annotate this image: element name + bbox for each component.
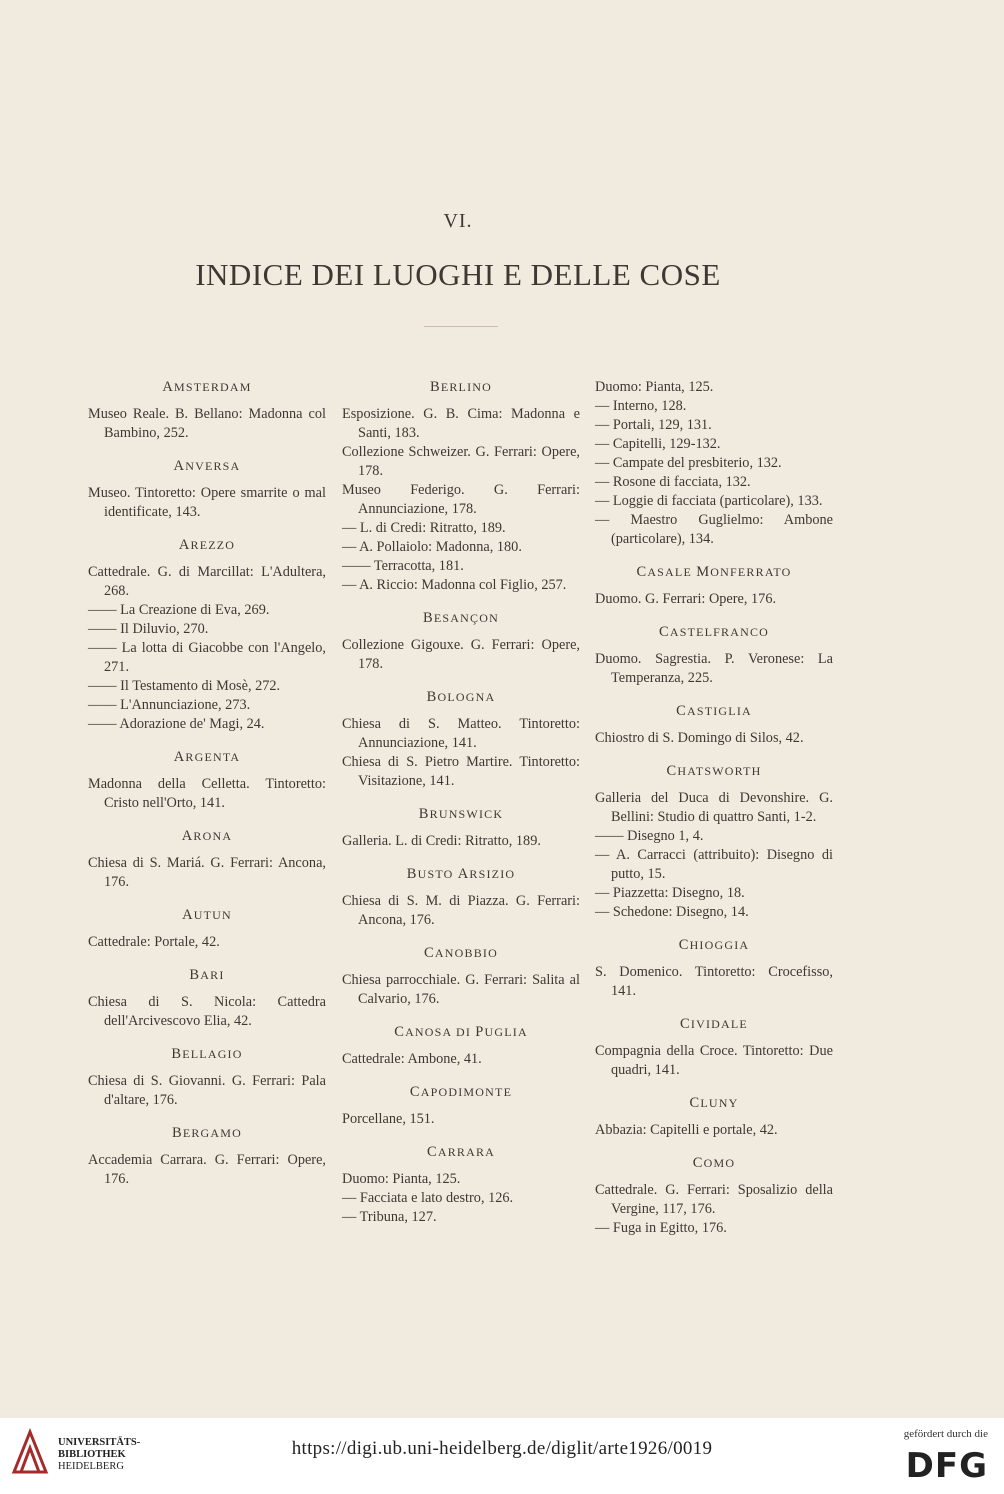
index-entry: Museo Federigo. G. Ferrari: Annunciazione, 178. <box>342 482 580 517</box>
index-entry: Esposizione. G. B. Cima: Madonna e Santi, 183. <box>342 406 580 441</box>
place-heading: BOLOGNA <box>426 689 496 705</box>
place-heading: AUTUN <box>182 907 232 923</box>
index-section <box>595 623 833 688</box>
index-entry: — A. Pollaiolo: Madonna, 180. <box>342 539 522 555</box>
place-heading: CASTELFRANCO <box>658 624 770 640</box>
place-heading: CHATSWORTH <box>666 763 762 779</box>
index-entry: Madonna della Celletta. Tintoretto: Cristo nell'Orto, 141. <box>88 776 326 811</box>
index-entry: Collezione Gigouxe. G. Ferrari: Opere, 178. <box>342 637 580 672</box>
index-entry: — Campate del presbiterio, 132. <box>595 455 782 471</box>
index-entry: Museo Reale. B. Bellano: Madonna col Bambino, 252. <box>88 406 326 441</box>
place-heading: ANVERSA <box>173 458 241 474</box>
index-section <box>342 688 580 791</box>
index-entry: Collezione Schweizer. G. Ferrari: Opere, 178. <box>342 444 580 479</box>
place-heading: CANOBBIO <box>424 945 498 961</box>
library-name-line-3: HEIDELBERG <box>58 1461 124 1472</box>
place-heading: CAPODIMONTE <box>409 1084 513 1100</box>
index-entry: —— L'Annunciazione, 273. <box>88 697 251 713</box>
place-heading: CARRARA <box>426 1144 496 1160</box>
index-entry: Chiesa di S. Mariá. G. Ferrari: Ancona, 176. <box>88 855 326 890</box>
index-section <box>342 1023 580 1069</box>
index-section <box>342 944 580 1009</box>
index-entry: —— Disegno 1, 4. <box>595 828 704 844</box>
index-entry: Chiesa di S. Giovanni. G. Ferrari: Pala d'altare, 176. <box>88 1073 326 1108</box>
index-section <box>88 966 326 1031</box>
library-name-line-2: BIBLIOTHEK <box>58 1449 126 1460</box>
index-section <box>595 1094 833 1140</box>
index-section <box>595 936 833 1001</box>
place-heading: ARGENTA <box>173 749 241 765</box>
place-heading: BELLAGIO <box>171 1046 243 1062</box>
index-entry: Porcellane, 151. <box>342 1111 435 1127</box>
place-heading: COMO <box>692 1155 736 1171</box>
index-entry: — A. Carracci (attribuito): Disegno di putto, 15. <box>595 847 833 882</box>
index-entry: Cattedrale. G. Ferrari: Sposalizio della Vergine, 117, 176. <box>595 1182 833 1217</box>
index-entry: —— Il Diluvio, 270. <box>88 621 209 637</box>
place-heading: BUSTO ARSIZIO <box>406 866 516 882</box>
index-section <box>595 378 833 549</box>
index-entry: Chiesa di S. Matteo. Tintoretto: Annunciazione, 141. <box>342 716 580 751</box>
index-entry: Accademia Carrara. G. Ferrari: Opere, 176. <box>88 1152 326 1187</box>
index-section <box>595 762 833 922</box>
index-section <box>88 457 326 522</box>
place-heading: CHIOGGIA <box>678 937 750 953</box>
page-title: INDICE DEI LUOGHI E DELLE COSE <box>195 257 721 292</box>
index-entry: — Fuga in Egitto, 176. <box>595 1220 727 1236</box>
index-section <box>342 1083 580 1129</box>
place-heading: CIVIDALE <box>680 1016 748 1032</box>
place-heading: BESANÇON <box>423 610 499 626</box>
index-entry: Compagnia della Croce. Tintoretto: Due quadri, 141. <box>595 1043 833 1078</box>
index-entry: Duomo: Pianta, 125. <box>595 379 714 395</box>
index-entry: — A. Riccio: Madonna col Figlio, 257. <box>342 577 567 593</box>
funding-note: gefördert durch die <box>903 1428 988 1440</box>
place-heading: CASTIGLIA <box>676 703 752 719</box>
index-section <box>88 1124 326 1189</box>
index-entry: Chiesa parrocchiale. G. Ferrari: Salita al Calvario, 176. <box>342 972 580 1007</box>
index-entry: —— La Creazione di Eva, 269. <box>88 602 270 618</box>
index-entry: — Portali, 129, 131. <box>595 417 712 433</box>
index-entry: — Capitelli, 129-132. <box>595 436 721 452</box>
index-entry: — Rosone di facciata, 132. <box>595 474 751 490</box>
index-section <box>88 1045 326 1110</box>
index-entry: Cattedrale. G. di Marcillat: L'Adultera, 268. <box>88 564 326 599</box>
place-heading: BRUNSWICK <box>418 806 504 822</box>
index-entry: — Maestro Guglielmo: Ambone (particolare), 134. <box>595 512 833 547</box>
index-entry: Cattedrale: Ambone, 41. <box>342 1051 482 1067</box>
place-heading: CASALE MONFERRATO <box>636 564 792 580</box>
index-column-2 <box>342 378 580 1241</box>
index-entry: Chiesa di S. Pietro Martire. Tintoretto: Visitazione, 141. <box>342 754 580 789</box>
index-entry: — Facciata e lato destro, 126. <box>342 1190 514 1206</box>
index-entry: —— Terracotta, 181. <box>342 558 464 574</box>
place-heading: CLUNY <box>689 1095 739 1111</box>
index-entry: —— Adorazione de' Magi, 24. <box>88 716 265 732</box>
index-section <box>595 1154 833 1238</box>
index-section <box>595 563 833 609</box>
index-entry: S. Domenico. Tintoretto: Crocefisso, 141. <box>595 964 833 999</box>
place-heading: BERGAMO <box>171 1125 243 1141</box>
index-entry: — Interno, 128. <box>595 398 687 414</box>
permalink-url[interactable]: https://digi.ub.uni-heidelberg.de/diglit/arte1926/0019 <box>291 1438 713 1459</box>
place-heading: AMSTERDAM <box>162 379 252 395</box>
title-divider <box>424 326 498 327</box>
index-entry: Museo. Tintoretto: Opere smarrite o mal identificate, 143. <box>88 485 326 520</box>
index-entry: Duomo: Pianta, 125. <box>342 1171 461 1187</box>
place-heading: ARONA <box>181 828 233 844</box>
index-section <box>88 378 326 443</box>
index-entry: Chiesa di S. Nicola: Cattedra dell'Arcivescovo Elia, 42. <box>88 994 326 1029</box>
index-entry: Duomo. G. Ferrari: Opere, 176. <box>595 591 777 607</box>
index-entry: Chiesa di S. M. di Piazza. G. Ferrari: Ancona, 176. <box>342 893 580 928</box>
index-section <box>342 805 580 851</box>
index-section <box>342 865 580 930</box>
index-entry: — Schedone: Disegno, 14. <box>595 904 749 920</box>
index-entry: — Tribuna, 127. <box>342 1209 437 1225</box>
index-section <box>342 378 580 595</box>
library-name-line-1: UNIVERSITÄTS- <box>58 1437 141 1448</box>
index-section <box>88 536 326 734</box>
index-entry: — Loggie di facciata (particolare), 133. <box>595 493 823 509</box>
index-entry: Abbazia: Capitelli e portale, 42. <box>595 1122 778 1138</box>
place-heading: AREZZO <box>178 537 236 553</box>
index-section <box>342 609 580 674</box>
index-entry: —— Il Testamento di Mosè, 272. <box>88 678 281 694</box>
index-section <box>595 702 833 748</box>
index-entry: Cattedrale: Portale, 42. <box>88 934 220 950</box>
index-section <box>88 748 326 813</box>
index-column-1 <box>88 378 326 1203</box>
section-number: VI. <box>443 210 473 232</box>
dfg-logo[interactable]: DFG <box>905 1446 988 1486</box>
index-entry: Chiostro di S. Domingo di Silos, 42. <box>595 730 804 746</box>
index-entry: Duomo. Sagrestia. P. Veronese: La Temperanza, 225. <box>595 651 833 686</box>
index-entry: —— La lotta di Giacobbe con l'Angelo, 271. <box>88 640 326 675</box>
index-entry: — L. di Credi: Ritratto, 189. <box>342 520 506 536</box>
place-heading: CANOSA DI PUGLIA <box>394 1024 528 1040</box>
index-column-3 <box>595 378 833 1252</box>
place-heading: BERLINO <box>429 379 493 395</box>
index-section <box>342 1143 580 1227</box>
place-heading: BARI <box>189 967 225 983</box>
index-entry: Galleria. L. di Credi: Ritratto, 189. <box>342 833 541 849</box>
index-section <box>595 1015 833 1080</box>
index-entry: — Piazzetta: Disegno, 18. <box>595 885 745 901</box>
index-entry: Galleria del Duca di Devonshire. G. Bellini: Studio di quattro Santi, 1-2. <box>595 790 833 825</box>
index-section <box>88 906 326 952</box>
index-section <box>88 827 326 892</box>
